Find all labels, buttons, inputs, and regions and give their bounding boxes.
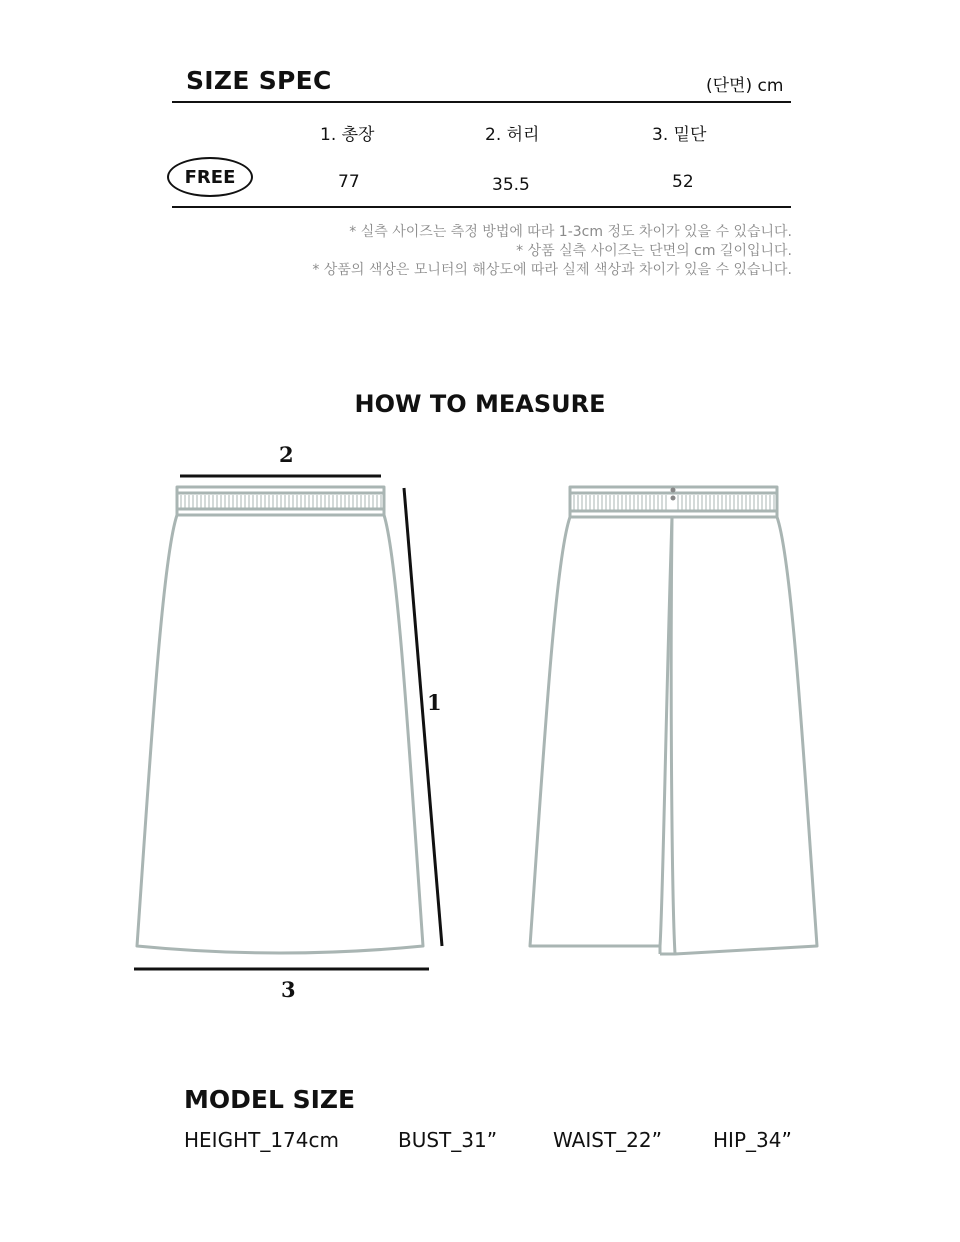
size-label-text: FREE xyxy=(184,166,236,188)
model-height: HEIGHT_174cm xyxy=(184,1128,339,1152)
size-spec-unit: (단면) cm xyxy=(706,76,784,96)
model-bust: BUST_31” xyxy=(398,1128,498,1152)
value-total-length: 77 xyxy=(338,172,360,192)
table-bottom-rule xyxy=(172,206,791,208)
model-hip: HIP_34” xyxy=(713,1128,792,1152)
size-spec-title: SIZE SPEC xyxy=(186,66,332,95)
back-skirt-outline xyxy=(530,487,817,954)
length-measure-label: 1 xyxy=(427,690,442,715)
column-header-total-length: 1. 총장 xyxy=(320,125,375,145)
front-waistband-ribbing xyxy=(181,495,381,508)
table-top-rule xyxy=(172,101,791,103)
column-header-waist: 2. 허리 xyxy=(485,125,540,145)
note-line: * 실측 사이즈는 측정 방법에 따라 1-3cm 정도 차이가 있을 수 있습니다. xyxy=(349,224,792,240)
how-to-measure-title: HOW TO MEASURE xyxy=(354,390,606,418)
front-skirt-outline xyxy=(137,487,423,953)
note-line: * 상품 실측 사이즈는 단면의 cm 길이입니다. xyxy=(516,243,792,259)
model-waist: WAIST_22” xyxy=(553,1128,662,1152)
value-hem: 52 xyxy=(672,172,694,192)
column-header-hem: 3. 밑단 xyxy=(652,125,707,145)
size-label-free xyxy=(167,157,253,197)
note-line: * 상품의 색상은 모니터의 해상도에 따라 실제 색상과 차이가 있을 수 있습니다. xyxy=(312,262,792,278)
value-waist: 35.5 xyxy=(492,175,530,195)
skirt-diagram xyxy=(0,430,960,1020)
waist-measure-label: 2 xyxy=(279,442,294,467)
hem-measure-label: 3 xyxy=(281,977,296,1002)
length-measure-line xyxy=(404,488,442,946)
size-notes xyxy=(312,223,792,280)
model-size-title: MODEL SIZE xyxy=(184,1085,356,1114)
